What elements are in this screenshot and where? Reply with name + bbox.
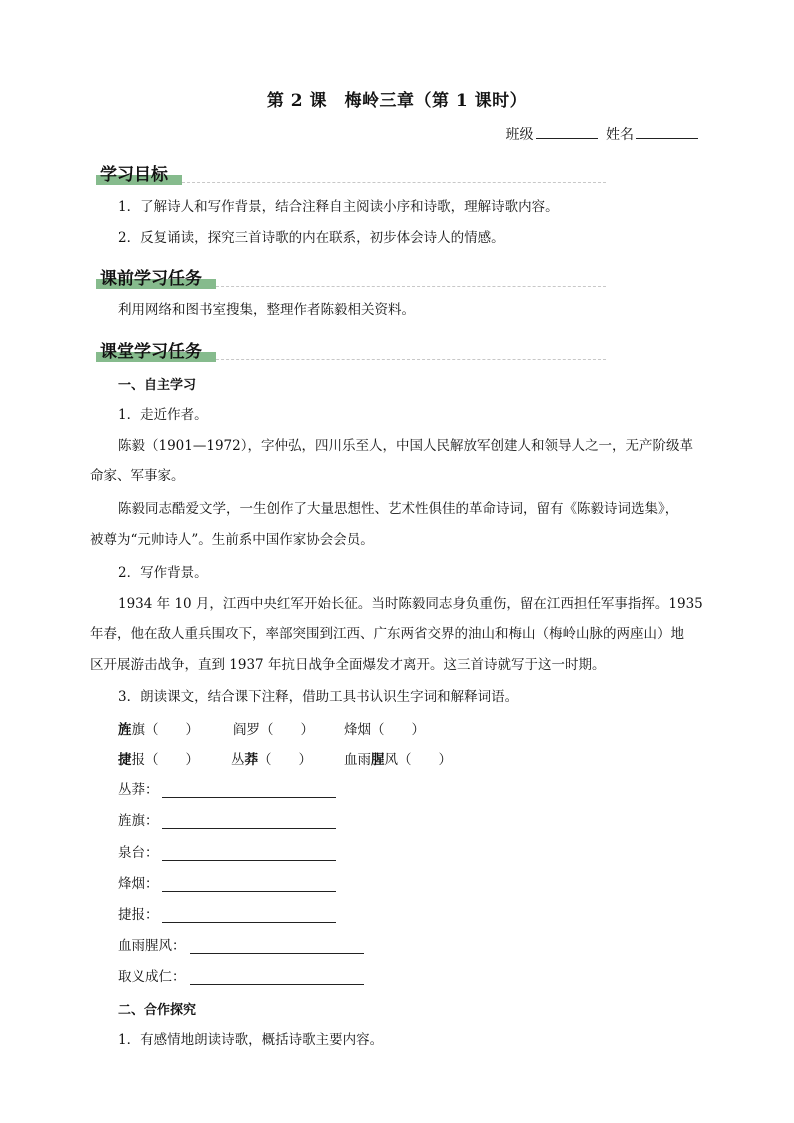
author-para2-line2: 被尊为“元帅诗人”。生前系中国作家协会会员。 xyxy=(90,532,374,548)
definition-label: 丛莽： xyxy=(118,782,159,798)
part2-title: 二、合作探究 xyxy=(118,1003,197,1018)
word-rest: 阎罗（ ） xyxy=(233,722,314,738)
answer-line[interactable] xyxy=(190,952,364,954)
word-rest: 旗（ ） xyxy=(131,722,199,738)
answer-line[interactable] xyxy=(190,983,364,985)
item3-title: 3．朗读课文，结合课下注释，借助工具书认识生字词和解释词语。 xyxy=(118,689,519,705)
word-rest: 烽烟（ ） xyxy=(344,722,425,738)
author-para1-line1: 陈毅（1901—1972），字仲弘，四川乐至人，中国人民解放军创建人和领导人之一，无产阶级革 xyxy=(118,438,693,454)
target-char: 旌 xyxy=(118,722,132,738)
pinyin-item xyxy=(231,748,312,768)
student-info-fields xyxy=(506,124,702,144)
pinyin-item xyxy=(118,718,199,738)
section-heading-label: 课堂学习任务 xyxy=(100,342,202,362)
answer-line[interactable] xyxy=(162,796,336,798)
section-heading-in-class xyxy=(96,340,606,364)
name-label: 姓名 xyxy=(606,127,634,143)
target-char: 捷 xyxy=(118,752,132,768)
pinyin-item xyxy=(344,718,425,738)
item1-title: 1．走近作者。 xyxy=(118,407,208,423)
section-heading-label: 课前学习任务 xyxy=(100,269,202,289)
part2-item1: 1．有感情地朗读诗歌，概括诗歌主要内容。 xyxy=(118,1032,384,1048)
background-line1: 1934 年 10 月，江西中央红军开始长征。当时陈毅同志身负重伤，留在江西担任军事指挥。1935 xyxy=(118,596,703,612)
class-blank[interactable] xyxy=(536,124,598,139)
page-title: 第 2 课 梅岭三章（第 1 课时） xyxy=(266,91,528,111)
author-para1-line2: 命家、军事家。 xyxy=(90,468,185,484)
word-rest: （ ） xyxy=(258,752,312,768)
pinyin-item xyxy=(118,748,199,768)
section-heading-label: 学习目标 xyxy=(100,165,168,185)
answer-line[interactable] xyxy=(162,890,336,892)
section-divider xyxy=(216,359,606,360)
answer-line[interactable] xyxy=(162,859,336,861)
section-heading-pre-class xyxy=(96,267,606,291)
word-rest: 报（ ） xyxy=(131,752,199,768)
pre-class-task: 利用网络和图书室搜集，整理作者陈毅相关资料。 xyxy=(118,302,415,318)
goal-item-1: 1．了解诗人和写作背景，结合注释自主阅读小序和诗歌，理解诗歌内容。 xyxy=(118,199,559,215)
definition-label: 泉台： xyxy=(118,845,159,861)
word-pre: 丛 xyxy=(231,752,245,768)
definition-label: 旌旗： xyxy=(118,813,159,829)
goal-item-2: 2．反复诵读，探究三首诗歌的内在联系，初步体会诗人的情感。 xyxy=(118,230,505,246)
word-rest: 风（ ） xyxy=(384,752,452,768)
section-divider xyxy=(182,182,606,183)
answer-line[interactable] xyxy=(162,921,336,923)
class-label: 班级 xyxy=(505,127,534,143)
section-divider xyxy=(216,286,606,287)
definition-label: 烽烟： xyxy=(118,876,159,892)
author-para2-line1: 陈毅同志酷爱文学，一生创作了大量思想性、艺术性俱佳的革命诗词，留有《陈毅诗词选集》， xyxy=(118,501,679,517)
background-line2: 年春，他在敌人重兵围攻下，率部突围到江西、广东两省交界的油山和梅山（梅岭山脉的两座山）地 xyxy=(90,626,684,642)
answer-line[interactable] xyxy=(162,827,336,829)
name-blank[interactable] xyxy=(636,124,698,139)
definition-label: 捷报： xyxy=(118,907,159,923)
word-pre: 血雨 xyxy=(344,752,371,768)
item2-title: 2．写作背景。 xyxy=(118,565,208,581)
target-char: 莽 xyxy=(244,752,258,768)
definition-label: 血雨腥风： xyxy=(118,938,186,954)
background-line3: 区开展游击战争，直到 1937 年抗日战争全面爆发才离开。这三首诗就写于这一时期。 xyxy=(90,657,606,673)
part1-title: 一、自主学习 xyxy=(118,378,197,393)
pinyin-item xyxy=(344,748,452,768)
pinyin-item xyxy=(233,718,314,738)
definition-label: 取义成仁： xyxy=(118,969,186,985)
section-heading-goals xyxy=(96,163,606,187)
target-char: 腥 xyxy=(371,752,385,768)
